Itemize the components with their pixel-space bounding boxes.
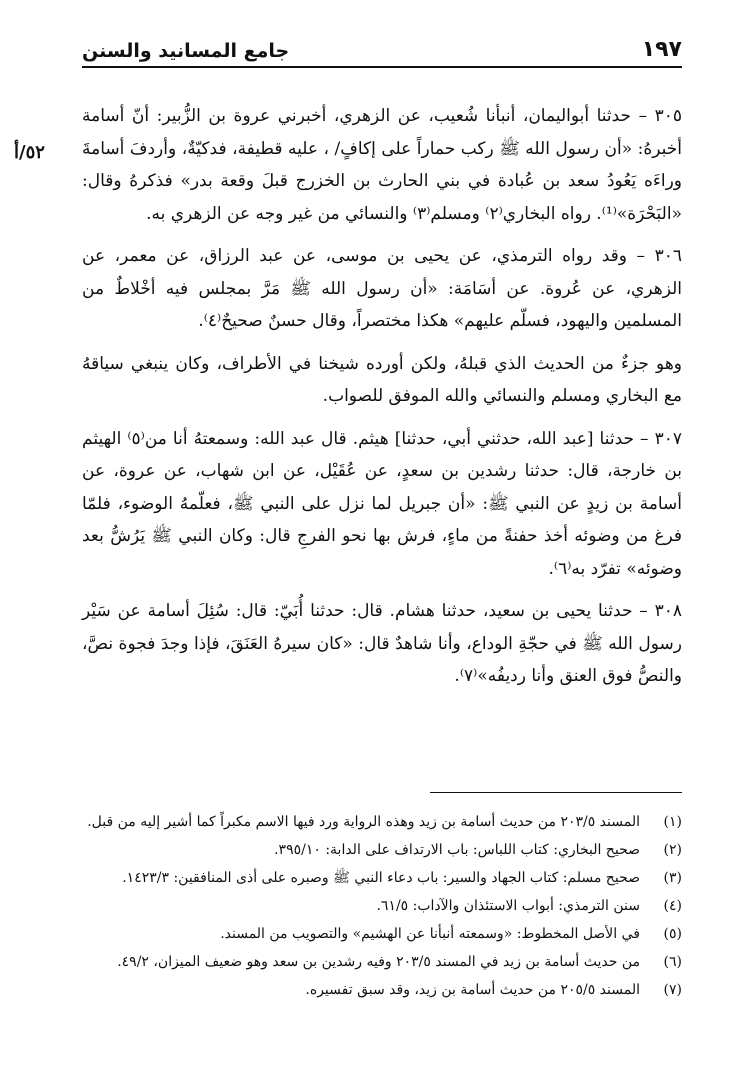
footnote-item [82, 948, 682, 976]
manuscript-folio-marker: ٥٢/أ [14, 142, 45, 163]
footnote-text: صحيح البخاري: كتاب اللباس: باب الارتداف على الدابة: ٣٩٥/١٠. [274, 842, 640, 858]
footnote-number: (٤) [663, 898, 682, 914]
commentary-paragraph: وهو جزءٌ من الحديث الذي قبلهُ، ولكن أورده شيخنا في الأطراف، وكان ينبغي سياقهُ مع البخاري ومسلم والنسائي والله الموفق للصواب. [82, 353, 682, 406]
hadith-305: ٣٠٥ – حدثنا أبواليمان، أنبأنا شُعيب، عن الزهري، أخبرني عروة بن الزُّبير: أنّ أسامة أخبرهُ: «أن رسول الله ﷺ ركب حماراً على إكافٍ/ ، عليه قطيفة، فدكيّةٌ، وأردفَ أسامةَ وراءَه يَعُودُ سعد بن عُبادة في بني الحارث بن الخزرج قبلَ وقعة بدر» فذكرهُ وقال: «البَحْرَة»⁽¹⁾. رواه البخاري⁽٢⁾ ومسلم⁽٣⁾ والنسائي من غير وجه عن الزهري به. [82, 106, 682, 224]
footnote-number: (٣) [663, 870, 682, 886]
footnotes [82, 808, 682, 1004]
footnote-text: المسند ٢٠٣/٥ من حديث أسامة بن زيد وهذه الرواية ورد فيها الاسم مكبراً كما أشير إليه من قبل. [87, 814, 640, 830]
book-title: جامع المسانيد والسنن [82, 40, 290, 62]
footnote-text: صحيح مسلم: كتاب الجهاد والسير: باب دعاء النبي ﷺ وصبره على أذى المنافقين: ١٤٢٣/٣. [122, 870, 640, 886]
footnote-text: من حديث أسامة بن زيد في المسند ٢٠٣/٥ وفيه رشدين بن سعد وهو ضعيف الميزان، ٤٩/٢. [117, 954, 640, 970]
footnote-item [82, 864, 682, 892]
footnote-item [82, 920, 682, 948]
footnote-number: (٦) [663, 954, 682, 970]
footnote-item [82, 836, 682, 864]
main-text [82, 100, 682, 703]
footnote-divider [430, 792, 682, 793]
page-number: ١٩٧ [641, 37, 682, 62]
hadith-307: ٣٠٧ – حدثنا [عبد الله، حدثني أبي، حدثنا] هيثم. قال عبد الله: وسمعتهُ أنا من⁽٥⁾ الهيثم بن خارجة، قال: حدثنا رشدين بن سعدٍ، عن عُقَيْل، عن ابن شهاب، عن عروة، عن أسامة بن زيدٍ عن النبي ﷺ: «أن جبريل لما نزل على النبي ﷺ، فعلّمهُ الوضوء، فلمّا فرغ من وضوئه أخذ حفنةً من ماءٍ، فرش بها نحو الفرجِ قال: وكان النبي ﷺ يَرُشُّ بعد وضوئه» تفرّد به⁽٦⁾. [82, 428, 682, 579]
footnote-item [82, 808, 682, 836]
footnote-text: المسند ٢٠٥/٥ من حديث أسامة بن زيد، وقد سبق تفسيره. [305, 982, 640, 998]
footnote-number: (٧) [663, 982, 682, 998]
hadith-306: ٣٠٦ – وقد رواه الترمذي، عن يحيى بن موسى، عن عبد الرزاق، عن معمر، عن الزهري، عن عُروة. عن أسَامَة: «أن رسول الله ﷺ مَرَّ بمجلس فيه أخْلاطٌ من المسلمين واليهود، فسلّم عليهم» هكذا مختصراً، وقال حسنٌ صحيحٌ⁽٤⁾. [82, 246, 682, 331]
footnote-item [82, 976, 682, 1004]
footnote-number: (١) [663, 814, 682, 830]
footnote-text: سنن الترمذي: أبواب الاستئذان والآداب: ٦١/٥. [376, 898, 640, 914]
hadith-308: ٣٠٨ – حدثنا يحيى بن سعيد، حدثنا هشام. قال: حدثنا أُبَيّ: قال: سُئِلَ أسامة عن سَيْر رسول الله ﷺ في حجّةِ الوداع، وأنا شاهدٌ قال: «كان سيرهُ العَنَقَ، فإذا وجدَ فجوة نصَّ، والنصُّ فوق العنق وأنا رديفُه»⁽٧⁾. [82, 601, 682, 686]
footnote-text: في الأصل المخطوط: «وسمعته أنبأنا عن الهشيم» والتصويب من المسند. [220, 926, 640, 942]
footnote-number: (٥) [663, 926, 682, 942]
footnote-item [82, 892, 682, 920]
running-header [82, 32, 682, 68]
footnote-number: (٢) [663, 842, 682, 858]
